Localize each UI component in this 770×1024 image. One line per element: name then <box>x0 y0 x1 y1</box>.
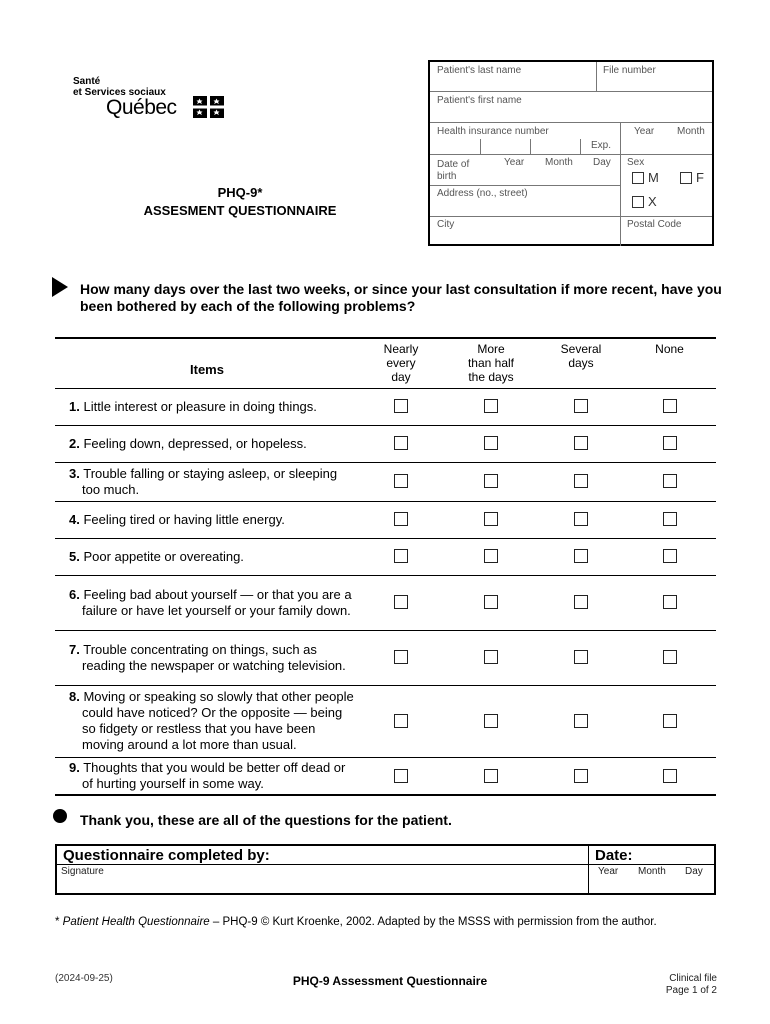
checkbox[interactable] <box>663 436 677 450</box>
checkbox[interactable] <box>663 512 677 526</box>
checkbox[interactable] <box>574 769 588 783</box>
footer-date: (2024-09-25) <box>55 973 113 984</box>
address-label: Address (no., street) <box>437 188 528 199</box>
exp-month-label: Month <box>677 126 705 137</box>
checkbox[interactable] <box>484 595 498 609</box>
checkbox[interactable] <box>394 650 408 664</box>
checkbox[interactable] <box>484 512 498 526</box>
arrow-icon <box>52 277 68 297</box>
date-year-label: Year <box>598 866 619 877</box>
item-label: 3. Trouble falling or staying asleep, or sleeping too much. <box>55 462 359 501</box>
dob-month-label: Month <box>545 157 573 168</box>
form-subtitle: ASSESMENT QUESTIONNAIRE <box>143 203 337 218</box>
checkbox[interactable] <box>663 549 677 563</box>
checkbox[interactable] <box>663 399 677 413</box>
table-row <box>55 630 716 685</box>
col-more-than-half: More than half the days <box>443 338 539 388</box>
checkbox[interactable] <box>663 650 677 664</box>
date-title: Date: <box>595 847 633 864</box>
dob-year-label: Year <box>504 157 525 168</box>
signature-label: Signature <box>61 866 104 877</box>
checkbox[interactable] <box>484 436 498 450</box>
completed-by-title: Questionnaire completed by: <box>63 847 270 864</box>
sex-f-checkbox[interactable] <box>680 172 692 184</box>
checkbox[interactable] <box>574 549 588 563</box>
checkbox[interactable] <box>394 714 408 728</box>
postal-code-label: Postal Code <box>627 219 682 230</box>
file-number-label: File number <box>603 65 656 76</box>
table-header-row <box>55 338 716 388</box>
checkbox[interactable] <box>574 399 588 413</box>
quebec-flag-icon <box>193 96 224 118</box>
checkbox[interactable] <box>394 595 408 609</box>
patient-info-box <box>428 60 714 246</box>
item-label: 8. Moving or speaking so slowly that other people could have noticed? Or the opposite — being so fidgety or restless that you have been moving around a lot more than usual. <box>55 685 359 757</box>
logo-sante: Santé <box>73 76 101 87</box>
patient-last-name-label: Patient's last name <box>437 65 522 76</box>
exp-year-label: Year <box>634 126 655 137</box>
checkbox[interactable] <box>484 714 498 728</box>
date-of-birth-label: Date of birth <box>437 159 470 182</box>
checkbox[interactable] <box>394 474 408 488</box>
item-label: 7. Trouble concentrating on things, such as reading the newspaper or watching television. <box>55 630 359 685</box>
item-label: 4. Feeling tired or having little energy. <box>55 501 359 538</box>
col-several-days: Several days <box>539 338 623 388</box>
date-day-label: Day <box>685 866 703 877</box>
checkbox[interactable] <box>484 650 498 664</box>
col-none: None <box>623 338 716 388</box>
thanks-text: Thank you, these are all of the questions for the patient. <box>80 812 452 828</box>
checkbox[interactable] <box>663 769 677 783</box>
checkbox[interactable] <box>484 549 498 563</box>
checkbox[interactable] <box>663 714 677 728</box>
footnote: * Patient Health Questionnaire – PHQ-9 © Kurt Kroenke, 2002. Adapted by the MSSS with permission from the author. <box>55 916 657 928</box>
item-label: 1. Little interest or pleasure in doing things. <box>55 388 359 425</box>
sex-x-checkbox[interactable] <box>632 196 644 208</box>
dob-day-label: Day <box>593 157 611 168</box>
sex-label: Sex <box>627 157 645 168</box>
item-label: 5. Poor appetite or overeating. <box>55 538 359 575</box>
checkbox[interactable] <box>574 650 588 664</box>
item-label: 6. Feeling bad about yourself — or that you are a failure or have let yourself or your family down. <box>55 575 359 630</box>
checkbox[interactable] <box>484 769 498 783</box>
checkbox[interactable] <box>574 436 588 450</box>
sex-x-label: X <box>648 194 657 209</box>
completed-by-box <box>55 844 716 895</box>
sex-m-checkbox[interactable] <box>632 172 644 184</box>
checkbox[interactable] <box>574 714 588 728</box>
checkbox[interactable] <box>394 512 408 526</box>
items-header: Items <box>55 338 359 388</box>
questionnaire-table <box>55 337 716 796</box>
checkbox[interactable] <box>574 474 588 488</box>
table-row <box>55 575 716 630</box>
logo-services-sociaux: et Services sociaux <box>73 87 166 98</box>
col-nearly-every-day: Nearly every day <box>359 338 443 388</box>
checkbox[interactable] <box>574 512 588 526</box>
item-label: 9. Thoughts that you would be better off dead or of hurting yourself in some way. <box>55 757 359 795</box>
checkbox[interactable] <box>394 769 408 783</box>
footer-page-info: Clinical file Page 1 of 2 <box>665 973 717 996</box>
table-row <box>55 538 716 575</box>
item-label: 2. Feeling down, depressed, or hopeless. <box>55 425 359 462</box>
date-month-label: Month <box>638 866 666 877</box>
stop-dot-icon <box>53 809 67 823</box>
form-title: PHQ-9* <box>217 185 263 200</box>
checkbox[interactable] <box>663 474 677 488</box>
checkbox[interactable] <box>394 399 408 413</box>
table-row <box>55 757 716 795</box>
table-row <box>55 388 716 425</box>
exp-label: Exp. <box>591 140 612 151</box>
checkbox[interactable] <box>394 549 408 563</box>
checkbox[interactable] <box>484 399 498 413</box>
sex-f-label: F <box>696 170 704 185</box>
checkbox[interactable] <box>663 595 677 609</box>
table-row <box>55 501 716 538</box>
table-row <box>55 685 716 757</box>
checkbox[interactable] <box>574 595 588 609</box>
footer-title: PHQ-9 Assessment Questionnaire <box>292 974 488 988</box>
instruction-text: How many days over the last two weeks, or since your last consultation if more recent, have you been bothered by each of the following problems? <box>80 281 722 314</box>
table-row <box>55 425 716 462</box>
checkbox[interactable] <box>484 474 498 488</box>
sex-m-label: M <box>648 170 659 185</box>
health-insurance-label: Health insurance number <box>437 126 549 137</box>
logo-quebec: Québec <box>106 96 177 119</box>
patient-first-name-label: Patient's first name <box>437 95 522 106</box>
checkbox[interactable] <box>394 436 408 450</box>
table-row <box>55 462 716 501</box>
city-label: City <box>437 219 455 230</box>
